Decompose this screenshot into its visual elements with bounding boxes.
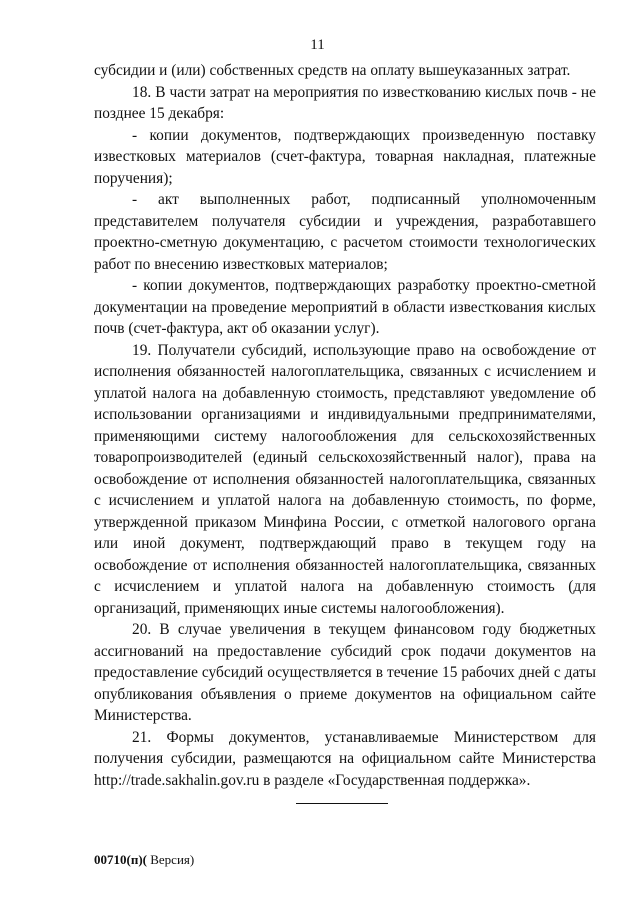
paragraph-item-21: 21. Формы документов, устанавливаемые Министерством для получения субсидии, размещаются на официальном сайте Министерства http://trade.sakhalin.gov.ru в разделе «Государственная поддержка».	[94, 728, 596, 789]
paragraph-bullet-work-act: - акт выполненных работ, подписанный уполномоченным представителем получателя субсидии и учреждения, разработавшего проектно-сметную документацию, с расчетом стоимости технологических работ по внесению известковых материалов;	[94, 191, 596, 273]
paragraph-bullet-delivery-docs: - копии документов, подтверждающих произведенную поставку известковых материалов (счет-фактура, товарная накладная, платежные поручения);	[94, 126, 596, 187]
document-code-id: 00710(п)(	[94, 852, 147, 867]
document-version-label: Версия)	[146, 852, 195, 867]
paragraph-bullet-design-docs: - копии документов, подтверждающих разработку проектно-сметной документации на проведение мероприятий в области известкования кислых почв (счет-фактура, акт об оказании услуг).	[94, 277, 596, 337]
end-divider	[296, 803, 388, 804]
paragraph-item-19: 19. Получатели субсидий, использующие право на освобождение от исполнения обязанностей налогоплательщика, связанных с исчислением и уплатой налога на добавленную стоимость, представляют уведомление об использовании организациями и индивидуальными предпринимателями, применяющими систему налогообложения для сельскохозяйственных товаропроизводителей (единый сельскохозяйственный налог), права на освобождение от исполнения обязанностей налогоплательщика, связанных с исчислением и уплатой налога на добавленную стоимость, по форме, утвержденной приказом Минфина России, с отметкой налогового органа или иной документ, подтверждающий право в текущем году на освобождение от исполнения обязанностей налогоплательщика, связанных с исчислением и уплатой налога на добавленную стоимость (для организаций, применяющих иные системы налогообложения).	[94, 341, 596, 617]
page-number: 11	[310, 37, 325, 53]
paragraph-continuation: субсидии и (или) собственных средств на оплату вышеуказанных затрат.	[94, 62, 571, 79]
paragraph-item-20: 20. В случае увеличения в текущем финансовом году бюджетных ассигнований на предоставление субсидий срок подачи документов на предоставление субсидий осуществляется в течение 15 рабочих дней с даты опубликования объявления о приеме документов на официальном сайте Министерства.	[94, 621, 596, 724]
document-body	[94, 60, 596, 791]
document-code	[94, 852, 194, 868]
paragraph-item-18: 18. В части затрат на мероприятия по известкованию кислых почв - не позднее 15 декабря:	[94, 83, 596, 122]
